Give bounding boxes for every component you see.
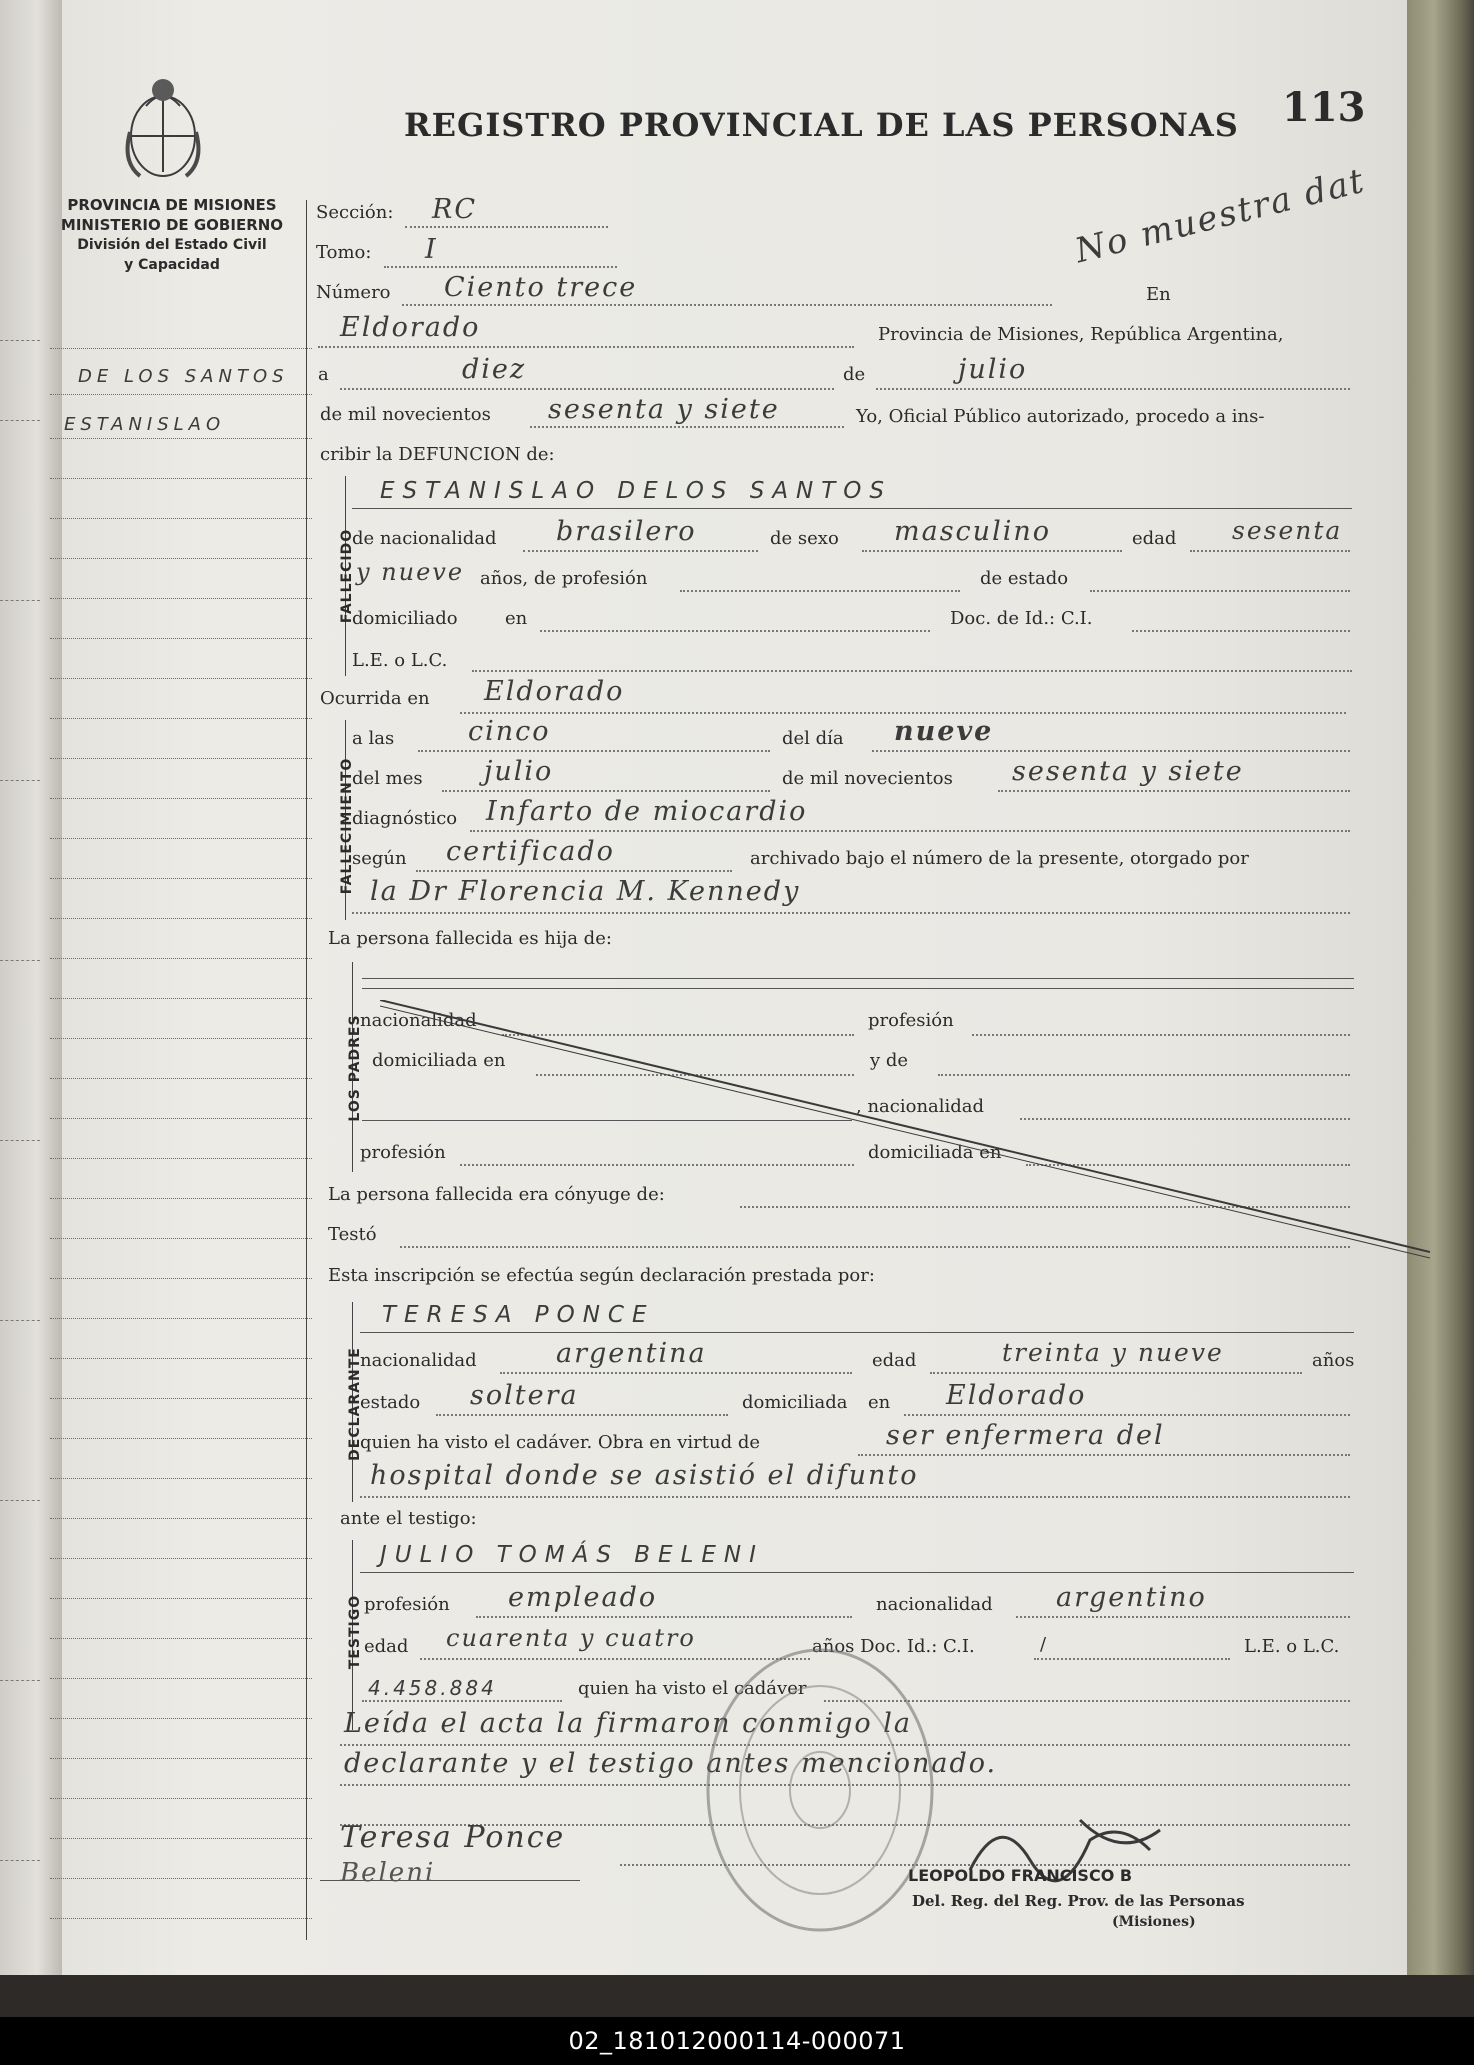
margin-line	[50, 798, 312, 799]
declarante-nacionalidad-line	[500, 1372, 852, 1374]
margin-line	[50, 558, 312, 559]
coat-of-arms-icon	[120, 72, 206, 184]
padres-profesion2-label: profesión	[360, 1142, 446, 1163]
testigo-intro: ante el testigo:	[340, 1508, 477, 1529]
margin-line	[50, 1478, 312, 1479]
margin-line	[50, 918, 312, 919]
closing-line-1: Leída el acta la firmaron conmigo la	[344, 1708, 912, 1739]
margin-line	[50, 1518, 312, 1519]
signature-declarante: Teresa Ponce	[340, 1820, 566, 1855]
fallecimiento-diag-label: diagnóstico	[352, 808, 458, 829]
margin-line	[50, 1278, 312, 1279]
testigo-doc-line	[362, 1700, 562, 1702]
margin-line	[50, 758, 312, 759]
margin-line	[50, 1798, 312, 1799]
testigo-ci-line	[1034, 1658, 1230, 1660]
image-caption: 02_181012000114-000071	[568, 2027, 906, 2055]
seccion-label: Sección:	[316, 202, 394, 223]
scan-bottom-edge	[0, 1975, 1474, 2017]
a-label: a	[318, 364, 329, 385]
declarante-name: TERESA PONCE	[382, 1302, 655, 1328]
margin-annotation: No muestra dat	[1071, 160, 1370, 272]
year-line	[530, 426, 844, 428]
office-division: División del Estado Civil	[77, 237, 267, 253]
previous-page-line	[0, 600, 40, 601]
testigo-profesion-value: empleado	[508, 1582, 658, 1613]
conyuge-label: La persona fallecida era cónyuge de:	[328, 1184, 665, 1205]
testigo-name-line	[360, 1572, 1354, 1573]
testigo-le-label: L.E. o L.C.	[1244, 1636, 1340, 1657]
testigo-profesion-label: profesión	[364, 1594, 450, 1615]
fallecimiento-mes-value: julio	[484, 756, 554, 787]
margin-line	[50, 1558, 312, 1559]
fallecimiento-hora-value: cinco	[468, 716, 551, 747]
de-label: de	[843, 364, 866, 385]
previous-page-line	[0, 1140, 40, 1141]
declarante-estado-label: estado	[360, 1392, 421, 1413]
fallecimiento-anio-value: sesenta y siete	[1012, 756, 1244, 787]
margin-line	[50, 1838, 312, 1839]
margin-line	[50, 1158, 312, 1159]
fallecimiento-section-label: FALLECIMIENTO	[339, 757, 355, 895]
seccion-line	[405, 226, 608, 228]
declarante-estado-line	[436, 1414, 728, 1416]
testigo-section-label: TESTIGO	[347, 1594, 363, 1670]
previous-page-line	[0, 340, 40, 341]
fallecido-en-label: en	[505, 608, 528, 629]
fallecimiento-diag-line	[470, 830, 1350, 832]
margin-line	[50, 348, 312, 349]
testigo-nacionalidad-label: nacionalidad	[876, 1594, 993, 1615]
office-capacity: y Capacidad	[124, 257, 220, 273]
province-text: Provincia de Misiones, República Argentina,	[878, 324, 1284, 345]
fallecido-sexo-value: masculino	[894, 516, 1051, 547]
margin-line	[50, 1438, 312, 1439]
padres-domiciliada2-label: domiciliada en	[868, 1142, 1002, 1163]
officer-title: Del. Reg. del Reg. Prov. de las Personas	[912, 1892, 1245, 1910]
padres-yde-label: y de	[870, 1050, 909, 1071]
fallecimiento-mes-label: del mes	[352, 768, 423, 789]
day-line	[340, 388, 834, 390]
declarante-nacionalidad-value: argentina	[556, 1338, 707, 1369]
margin-line	[50, 638, 312, 639]
fallecido-le-label: L.E. o L.C.	[352, 650, 448, 671]
margin-line	[50, 1918, 312, 1919]
margin-surname: DE LOS SANTOS	[78, 366, 289, 387]
margin-line	[50, 1878, 312, 1879]
fallecimiento-anio-label: de mil novecientos	[782, 768, 953, 789]
margin-line	[50, 478, 312, 479]
numero-line	[402, 304, 1052, 306]
numero-label: Número	[316, 282, 391, 303]
declarante-name-line	[360, 1332, 1354, 1333]
fallecido-anos-label: años, de profesión	[480, 568, 648, 589]
padres-domiciliada-label: domiciliada en	[372, 1050, 506, 1071]
fallecido-nacionalidad-value: brasilero	[556, 516, 697, 547]
declarante-domicilio-line	[904, 1414, 1350, 1416]
fallecimiento-archivado-text: archivado bajo el número de la presente, otorgado por	[750, 848, 1249, 869]
margin-line	[50, 1118, 312, 1119]
margin-given-name: ESTANISLAO	[64, 414, 226, 435]
declarante-edad-line	[930, 1372, 1302, 1374]
ocurrida-line	[460, 712, 1346, 714]
previous-page-line	[0, 1320, 40, 1321]
margin-line	[50, 838, 312, 839]
margin-line	[50, 438, 312, 439]
testigo-nacionalidad-line	[1016, 1616, 1350, 1618]
fallecido-doc-label: Doc. de Id.: C.I.	[950, 608, 1093, 629]
page-number: 113	[1282, 84, 1366, 131]
fallecido-name: ESTANISLAO DELOS SANTOS	[380, 478, 893, 504]
testigo-doc-number: 4.458.884	[368, 1676, 497, 1700]
fallecimiento-diag-value: Infarto de miocardio	[486, 796, 808, 827]
seccion-value: RC	[432, 194, 477, 225]
margin-rule	[306, 200, 307, 1940]
place-value: Eldorado	[340, 312, 481, 343]
fallecido-name-line	[352, 508, 1352, 509]
fallecido-domiciliado-label: domiciliado	[352, 608, 458, 629]
fallecido-edad-value-2: y nueve	[356, 558, 465, 586]
numero-value: Ciento trece	[444, 272, 638, 303]
declarante-en-label: en	[868, 1392, 891, 1413]
margin-line	[50, 1038, 312, 1039]
margin-line	[50, 1718, 312, 1719]
margin-line	[50, 718, 312, 719]
caption-band	[0, 2017, 1474, 2065]
previous-page-line	[0, 1860, 40, 1861]
en-label: En	[1146, 284, 1171, 305]
testigo-name: JULIO TOMÁS BELENI	[380, 1542, 764, 1568]
fallecido-section-label: FALLECIDO	[339, 528, 355, 624]
fallecimiento-medico: la Dr Florencia M. Kennedy	[370, 876, 801, 907]
fallecimiento-segun-label: según	[352, 848, 407, 869]
book-binding	[1407, 0, 1474, 1975]
office-province: PROVINCIA DE MISIONES	[67, 196, 277, 214]
place-line	[318, 346, 854, 348]
tomo-line	[384, 266, 617, 268]
testigo-visto-text: quien ha visto el cadáver	[578, 1678, 807, 1699]
margin-line	[50, 678, 312, 679]
padres-nacionalidad-label: nacionalidad	[360, 1010, 477, 1031]
fallecimiento-segun-line	[416, 870, 732, 872]
margin-line	[50, 394, 312, 395]
fallecimiento-segun-value: certificado	[446, 836, 615, 867]
testigo-nacionalidad-value: argentino	[1056, 1582, 1207, 1613]
previous-page-line	[0, 960, 40, 961]
margin-line	[50, 1758, 312, 1759]
fallecimiento-dia-line	[872, 750, 1350, 752]
declarante-anos-label: años	[1312, 1350, 1355, 1371]
padres-profesion-label: profesión	[868, 1010, 954, 1031]
page-title: REGISTRO PROVINCIAL DE LAS PERSONAS	[404, 106, 1239, 144]
fallecido-doc-line	[1132, 630, 1350, 632]
fallecimiento-dia-value: nueve	[894, 716, 994, 747]
fallecido-le-line	[472, 670, 1352, 672]
fallecido-edad-value-1: sesenta	[1232, 516, 1343, 545]
declarante-virtud-2: hospital donde se asistió el difunto	[370, 1460, 919, 1491]
testigo-edad-value: cuarenta y cuatro	[446, 1624, 696, 1652]
month-value: julio	[958, 354, 1028, 385]
day-value: diez	[462, 354, 527, 385]
official-seal-stamp	[700, 1640, 940, 1940]
margin-line	[50, 1358, 312, 1359]
year-value: sesenta y siete	[548, 394, 780, 425]
testigo-ci-value: /	[1040, 1634, 1047, 1655]
declarante-domiciliada-label: domiciliada	[742, 1392, 848, 1413]
padres-section-label: LOS PADRES	[347, 1014, 363, 1122]
previous-page-line	[0, 1500, 40, 1501]
margin-line	[50, 1318, 312, 1319]
declarante-estado-value: soltera	[470, 1380, 579, 1411]
fallecido-profesion-line	[680, 590, 960, 592]
margin-line	[50, 1638, 312, 1639]
testo-label: Testó	[328, 1224, 377, 1245]
signature-line	[320, 1880, 580, 1881]
previous-page-line	[0, 1680, 40, 1681]
fallecimiento-anio-line	[998, 790, 1350, 792]
fallecido-edad-line	[1190, 550, 1350, 552]
padres-line-1	[362, 978, 1354, 979]
declarante-edad-value: treinta y nueve	[1002, 1338, 1224, 1367]
fallecido-domicilio-line	[540, 630, 930, 632]
fallecido-estado-line	[1090, 590, 1350, 592]
ocurrida-label: Ocurrida en	[320, 688, 430, 709]
inscribir-text: cribir la DEFUNCION de:	[320, 444, 555, 465]
signature-testigo: Beleni	[340, 1858, 436, 1888]
declarante-virtud-line-2	[360, 1496, 1350, 1498]
margin-line	[50, 1598, 312, 1599]
margin-line	[50, 1238, 312, 1239]
month-line	[876, 388, 1350, 390]
declarante-virtud-1: ser enfermera del	[886, 1420, 1165, 1451]
previous-page-line	[0, 420, 40, 421]
fallecimiento-hora-label: a las	[352, 728, 395, 749]
padres-line-1b	[362, 988, 1354, 989]
ocurrida-value: Eldorado	[484, 676, 625, 707]
fallecimiento-medico-line	[352, 912, 1350, 914]
officer-place: (Misiones)	[1112, 1914, 1196, 1930]
fallecido-estado-label: de estado	[980, 568, 1069, 589]
fallecido-sexo-label: de sexo	[770, 528, 839, 549]
margin-line	[50, 1678, 312, 1679]
margin-line	[50, 1078, 312, 1079]
closing-line-2: declarante y el testigo antes mencionado.	[344, 1748, 998, 1779]
officer-name: LEOPOLDO FRANCISCO B	[908, 1866, 1133, 1885]
padres-intro: La persona fallecida es hija de:	[328, 928, 612, 949]
tomo-value: I	[425, 234, 438, 265]
declarante-section-label: DECLARANTE	[347, 1347, 363, 1461]
office-ministry: MINISTERIO DE GOBIERNO	[60, 216, 284, 234]
office-block	[52, 195, 292, 275]
fallecimiento-dia-label: del día	[782, 728, 844, 749]
previous-page-line	[0, 780, 40, 781]
margin-line	[50, 958, 312, 959]
margin-line	[50, 878, 312, 879]
padres-nacionalidad2-label: , nacionalidad	[856, 1096, 985, 1117]
testigo-edad-label: edad	[364, 1636, 409, 1657]
fallecido-nacionalidad-label: de nacionalidad	[352, 528, 497, 549]
testigo-profesion-line	[476, 1616, 852, 1618]
declarante-nacionalidad-label: nacionalidad	[360, 1350, 477, 1371]
year-label: de mil novecientos	[320, 404, 491, 425]
declarante-virtud-line-1	[858, 1454, 1350, 1456]
fallecimiento-mes-line	[442, 790, 770, 792]
testigo-anos-doc-label: años Doc. Id.: C.I.	[812, 1636, 975, 1657]
declarante-edad-label: edad	[872, 1350, 917, 1371]
fallecido-edad-label: edad	[1132, 528, 1177, 549]
declarante-domicilio-value: Eldorado	[946, 1380, 1087, 1411]
cancel-strike-line	[380, 1000, 1430, 1260]
margin-line	[50, 598, 312, 599]
margin-line	[50, 1398, 312, 1399]
tomo-label: Tomo:	[316, 242, 372, 263]
margin-line	[50, 998, 312, 999]
fallecido-nacionalidad-line	[523, 550, 758, 552]
margin-line	[50, 1198, 312, 1199]
oficial-text: Yo, Oficial Público autorizado, procedo a ins-	[856, 406, 1265, 427]
fallecido-sexo-line	[862, 550, 1122, 552]
declarante-visto-text: quien ha visto el cadáver. Obra en virtud de	[360, 1432, 761, 1453]
margin-line	[50, 518, 312, 519]
declaracion-intro: Esta inscripción se efectúa según declaración prestada por:	[328, 1265, 875, 1286]
fallecimiento-hora-line	[418, 750, 770, 752]
